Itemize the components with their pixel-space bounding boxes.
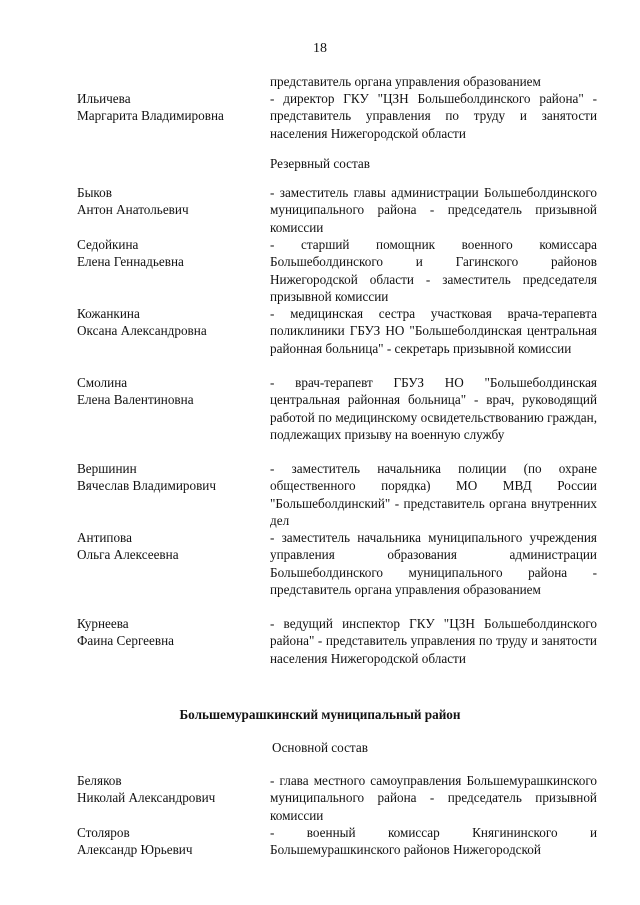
main-heading: Основной состав — [272, 740, 368, 755]
member-role: - старший помощник военного комиссара Большеболдинского и Гагинского районов Нижегородской области - заместитель председателя призывной комиссии — [270, 237, 597, 304]
member-role: - военный комиссар Княгининского и Большемурашкинского районов Нижегородской — [270, 825, 597, 858]
member-role: - заместитель начальника полиции (по охране общественного порядка) МО МВД России "Большеболдинский" - представитель органа внутренних дел — [270, 461, 597, 528]
member-name: Ильичева Маргарита Владимировна — [77, 91, 224, 124]
member-role: - медицинская сестра участковая врача-терапевта поликлиники ГБУЗ НО "Большеболдинская центральная районная больница" - секретарь призывной комиссии — [270, 306, 597, 356]
member-name: Седойкина Елена Геннадьевна — [77, 237, 184, 270]
member-name: Курнеева Фаина Сергеевна — [77, 616, 175, 649]
member-role: - заместитель главы администрации Большеболдинского муниципального района - председатель призывной комиссии — [270, 185, 597, 235]
member-name: Вершинин Вячеслав Владимирович — [77, 461, 216, 494]
member-name: Быков Антон Анатольевич — [77, 185, 189, 218]
member-name: Беляков Николай Александрович — [77, 773, 216, 806]
member-name: Кожанкина Оксана Александровна — [77, 306, 207, 339]
district-heading: Большемурашкинский муниципальный район — [179, 707, 461, 722]
page-number: 18 — [313, 41, 327, 56]
reserve-heading: Резервный состав — [270, 156, 370, 171]
member-name: Столяров Александр Юрьевич — [77, 825, 193, 858]
member-role: - заместитель начальника муниципального учреждения управления образования администрации Большеболдинского муниципального района - представитель органа управления образованием — [270, 530, 597, 597]
member-role: - врач-терапевт ГБУЗ НО "Большеболдинская центральная районная больница" - врач, руководящий работой по медицинскому освидетельствованию граждан, подлежащих призыву на военную службу — [270, 375, 597, 442]
member-role: - ведущий инспектор ГКУ "ЦЗН Большеболдинского района" - представитель управления по труду и занятости населения Нижегородской области — [270, 616, 597, 666]
member-role: - глава местного самоуправления Большемурашкинского муниципального района - председатель призывной комиссии — [270, 773, 597, 823]
member-role: - директор ГКУ "ЦЗН Большеболдинского района" - представитель управления по труду и занятости населения Нижегородской области — [270, 91, 597, 141]
member-name: Антипова Ольга Алексеевна — [77, 530, 179, 563]
continuation-text: представитель органа управления образованием — [270, 74, 541, 89]
member-name: Смолина Елена Валентиновна — [77, 375, 194, 408]
